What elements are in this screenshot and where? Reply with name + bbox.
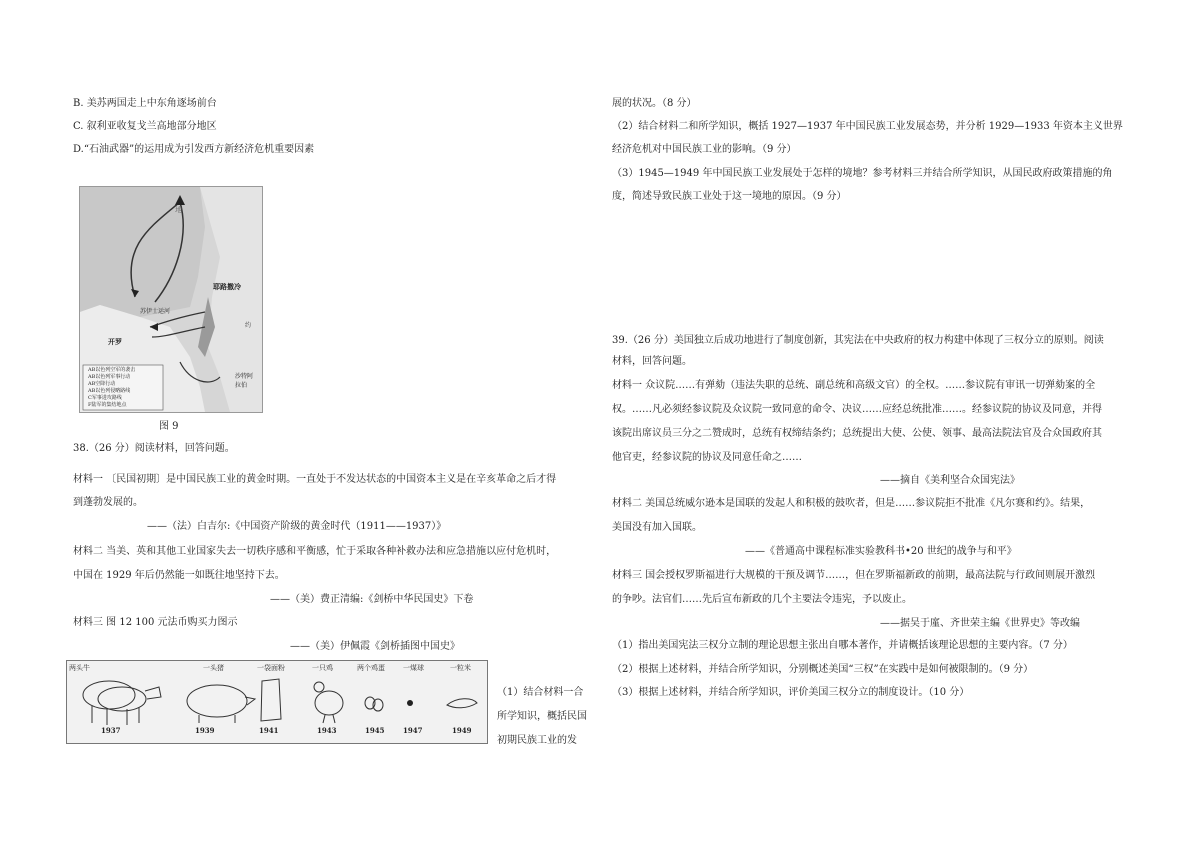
q39-material1-line2: 权。……凡必须经参议院及众议院一致同意的命令、决议……应经总统批准……。经参议院的协议及同意，并得 (612, 404, 1102, 415)
figure-9-map (79, 186, 263, 413)
q39-material3-line2: 的争吵。法官们……先后宣布新政的几个主要法令违宪，予以废止。 (612, 594, 912, 605)
q39-material2-line1: 材料二 美国总统威尔逊本是国联的发起人和积极的鼓吹者，但是……参议院拒不批准《凡尔赛和约》。结果， (612, 498, 1091, 509)
q38-q3-line2: 度，简述导致民族工业处于这一境地的原因。（9 分） (612, 191, 847, 202)
q39-material3-source: ——据吴于廑、齐世荣主编《世界史》等改编 (880, 618, 1080, 629)
strip-year: 1937 (101, 726, 121, 735)
q38-material3-source: ——（美）伊佩霞《剑桥插图中国史》 (290, 641, 460, 652)
strip-year: 1945 (365, 726, 385, 735)
strip-year: 1943 (317, 726, 337, 735)
q38-q1-line2: 所学知识，概括民国 (497, 711, 587, 722)
q39-material3-line1: 材料三 国会授权罗斯福进行大规模的干预及调节……，但在罗斯福新政的前期，最高法院与行政间则展开激烈 (612, 570, 1096, 581)
legend-item: AB以色列空军的袭击 (88, 367, 136, 373)
q38-q1-end: 展的状况。（8 分） (612, 98, 697, 109)
strip-label: 一粒米 (450, 664, 471, 672)
strip-label: 两头牛 (69, 664, 90, 672)
q39-material1-line4: 他官吏，经参议院的协议及同意任命之…… (612, 452, 802, 463)
q38-q2-line1: （2）结合材料二和所学知识，概括 1927—1937 年中国民族工业发展态势，并分析 1929—1933 年资本主义世界 (612, 121, 1123, 132)
strip-label: 一煤球 (403, 664, 424, 672)
q38-q2-line2: 经济危机对中国民族工业的影响。（9 分） (612, 144, 797, 155)
legend-item: F陆军的集结地点 (88, 402, 127, 408)
q39-title-line1: 39.（26 分）美国独立后成功地进行了制度创新，其宪法在中央政府的权力构建中体现了三权分立的原则。阅读 (612, 335, 1104, 346)
legend-item: AB以色列侵略路线 (88, 388, 131, 394)
q38-title: 38.（26 分）阅读材料，回答问题。 (73, 443, 235, 454)
strip-label: 一头猪 (203, 664, 224, 672)
q38-material2-line1: 材料二 当美、英和其他工业国家失去一切秩序感和平衡感，忙于采取各种补救办法和应急措施以应付危机时， (73, 546, 557, 557)
svg-text:地: 地 (175, 206, 182, 214)
q38-q1-line3: 初期民族工业的发 (497, 735, 577, 746)
q38-material2-source: ——（美）费正清编:《剑桥中华民国史》下卷 (270, 594, 474, 605)
q39-material1-line3: 该院出席议员三分之二赞成时，总统有权缔结条约；总统提出大使、公使、领事、最高法院法官及合众国政府其 (612, 428, 1102, 439)
q38-q1-line1: （1）结合材料一合 (497, 687, 584, 698)
q38-material1-source: ——（法）白吉尔:《中国资产阶级的黄金时代（1911——1937）》 (147, 521, 447, 532)
q38-material1-line2: 到蓬勃发展的。 (73, 497, 143, 508)
strip-year: 1941 (259, 726, 279, 735)
map-legend (88, 367, 162, 409)
figure-12-strip (66, 660, 488, 744)
q38-material3: 材料三 图 12 100 元法币购买力图示 (73, 617, 238, 628)
option-c: C. 叙利亚收复戈兰高地部分地区 (73, 121, 217, 132)
option-b: B. 美苏两国走上中东角逐场前台 (73, 98, 217, 109)
strip-year: 1949 (452, 726, 472, 735)
strip-label: 一袋面粉 (257, 664, 285, 672)
q38-material1-line1: 材料一 〔民国初期〕是中国民族工业的黄金时期。一直处于不发达状态的中国资本主义是在辛亥革命之后才得 (73, 474, 557, 485)
legend-item: C军事进攻路线 (88, 395, 122, 401)
q39-question2: （2）根据上述材料，并结合所学知识，分别概述美国“三权”在实践中是如何被限制的。（9 分） (612, 664, 1034, 675)
q39-material1-source: ——摘自《美利坚合众国宪法》 (880, 475, 1020, 486)
strip-label: 两个鸡蛋 (357, 664, 385, 672)
q38-q3-line1: （3）1945—1949 年中国民族工业发展处于怎样的境地？参考材料三并结合所学知识，从国民政府政策措施的角 (612, 168, 1113, 179)
map-label-saudi: 沙特阿拉伯 (235, 373, 254, 389)
option-d: D.“石油武器”的运用成为引发西方新经济危机重要因素 (73, 144, 315, 155)
strip-year: 1939 (195, 726, 215, 735)
strip-label: 一只鸡 (312, 664, 333, 672)
figure-9-caption: 图 9 (159, 421, 179, 432)
strip-year: 1947 (403, 726, 423, 735)
q39-question3: （3）根据上述材料，并结合所学知识，评价美国三权分立的制度设计。（10 分） (612, 687, 970, 698)
map-label-cairo: 开罗 (108, 337, 122, 346)
q39-material1-line1: 材料一 众议院……有弹劾（违法失职的总统、副总统和高级文官）的全权。……参议院有审讯一切弹劾案的全 (612, 380, 1096, 391)
legend-item: AB空降行动 (88, 381, 116, 387)
q39-question1: （1）指出美国宪法三权分立制的理论思想主张出自哪本著作，并请概括该理论思想的主要内容。（7 分） (612, 640, 1073, 651)
q39-material2-line2: 美国没有加入国联。 (612, 522, 702, 533)
map-label-suez: 苏伊士运河 (140, 308, 171, 315)
legend-item: AB以色列军事行动 (88, 374, 131, 380)
map-label-jerusalem: 耶路撒冷 (213, 282, 241, 291)
svg-text:约: 约 (245, 322, 252, 329)
q39-title-line2: 材料，回答问题。 (612, 356, 692, 367)
q38-material2-line2: 中国在 1929 年后仍然能一如既往地坚持下去。 (73, 570, 285, 581)
q39-material2-source: ——《普通高中课程标准实验教科书•20 世纪的战争与和平》 (745, 546, 1017, 557)
